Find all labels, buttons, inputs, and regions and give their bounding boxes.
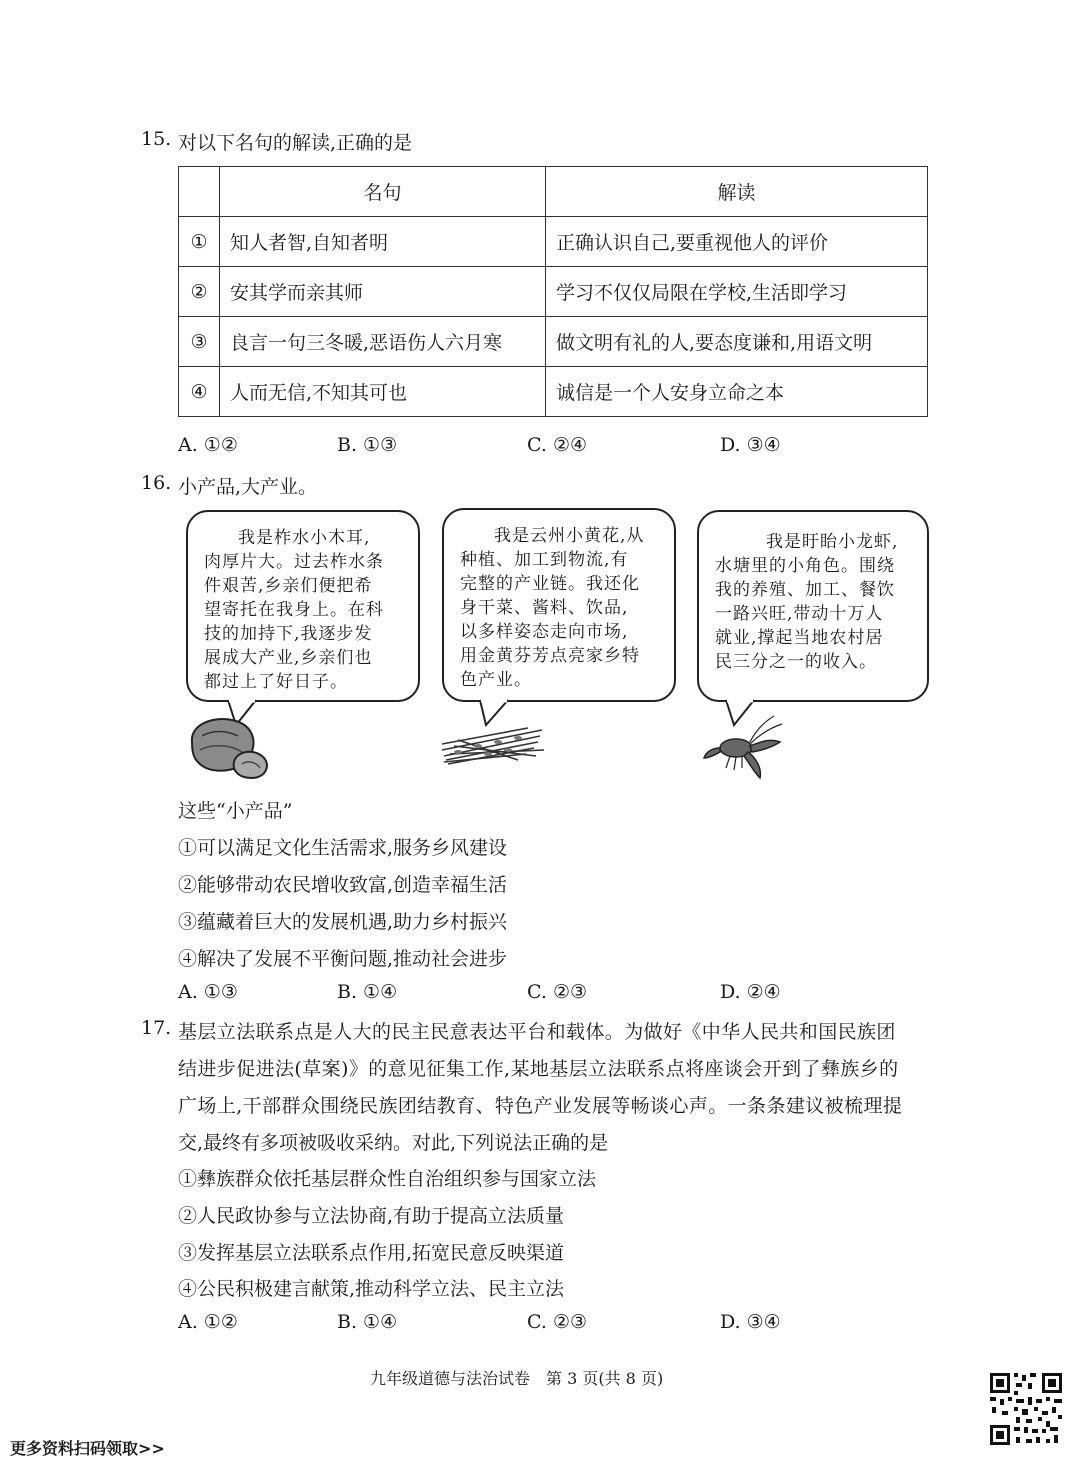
option-a[interactable]: A. ①③ xyxy=(178,981,238,1003)
crayfish-illustration xyxy=(700,712,790,782)
q16-stem: 小产品,大产业。 xyxy=(178,476,318,498)
bubble-line: 一路兴旺,带动十万人 xyxy=(715,604,884,624)
option-a[interactable]: A. ①② xyxy=(178,434,238,456)
bubble-line: 水塘里的小角色。围绕 xyxy=(715,556,895,576)
row-index: ④ xyxy=(179,367,220,417)
bubble-line: 件艰苦,乡亲们便把希 xyxy=(204,576,373,596)
q17-stem-line-3: 广场上,干部群众围绕民族团结教育、特色产业发展等畅谈心声。一条条建议被梳理提 xyxy=(178,1095,903,1117)
bubble-line: 种植、加工到物流,有 xyxy=(460,550,629,570)
bubble-line: 我是柞水小木耳, xyxy=(238,528,371,548)
row-meaning: 做文明有礼的人,要态度谦和,用语文明 xyxy=(546,317,928,367)
row-quote: 人而无信,不知其可也 xyxy=(220,367,546,417)
daylily-illustration xyxy=(438,720,548,770)
row-index: ② xyxy=(179,267,220,317)
bubble-line: 我的养殖、加工、餐饮 xyxy=(715,580,895,600)
option-d[interactable]: D. ③④ xyxy=(720,434,781,456)
bubble-line: 技的加持下,我逐步发 xyxy=(204,624,373,644)
row-quote: 良言一句三冬暖,恶语伤人六月寒 xyxy=(220,317,546,367)
speech-bubble-crayfish xyxy=(697,510,929,702)
bubble-line: 都过上了好日子。 xyxy=(204,672,348,692)
q16-statement-1: ①可以满足文化生活需求,服务乡风建设 xyxy=(178,837,508,859)
option-d[interactable]: D. ③④ xyxy=(720,1311,781,1333)
table-header-quote: 名句 xyxy=(220,167,546,217)
q17-stem-line-4: 交,最终有多项被吸收采纳。对此,下列说法正确的是 xyxy=(178,1132,609,1154)
bubble-line: 以多样姿态走向市场, xyxy=(460,622,629,642)
q17-stem-line-2: 结进步促进法(草案)》的意见征集工作,某地基层立法联系点将座谈会开到了彝族乡的 xyxy=(178,1058,899,1080)
option-b[interactable]: B. ①④ xyxy=(337,981,398,1003)
table-row xyxy=(179,317,928,367)
option-c[interactable]: C. ②④ xyxy=(527,434,588,456)
bubble-line: 展成大产业,乡亲们也 xyxy=(204,648,373,668)
more-resources-link[interactable]: 更多资料扫码领取>> xyxy=(10,1439,165,1458)
option-b[interactable]: B. ①④ xyxy=(337,1311,398,1333)
bubble-line: 色产业。 xyxy=(460,670,532,690)
option-c[interactable]: C. ②③ xyxy=(527,981,588,1003)
row-quote: 知人者智,自知者明 xyxy=(220,217,546,267)
table-header-row xyxy=(179,167,928,217)
bubble-line: 身干菜、酱料、饮品, xyxy=(460,598,629,618)
option-d[interactable]: D. ②④ xyxy=(720,981,781,1003)
table-row xyxy=(179,267,928,317)
q16-statement-2: ②能够带动农民增收致富,创造幸福生活 xyxy=(178,874,508,896)
bubble-line: 望寄托在我身上。在科 xyxy=(204,600,384,620)
q15-number: 15. xyxy=(141,128,172,150)
q17-statement-2: ②人民政协参与立法协商,有助于提高立法质量 xyxy=(178,1205,565,1227)
q17-statement-3: ③发挥基层立法联系点作用,拓宽民意反映渠道 xyxy=(178,1242,565,1264)
row-index: ① xyxy=(179,217,220,267)
bubble-line: 完整的产业链。我还化 xyxy=(460,574,640,594)
bubble-line: 用金黄芬芳点亮家乡特 xyxy=(460,646,640,666)
option-b[interactable]: B. ①③ xyxy=(337,434,398,456)
row-meaning: 诚信是一个人安身立命之本 xyxy=(546,367,928,417)
bubble-line: 我是云州小黄花,从 xyxy=(494,526,645,546)
row-meaning: 学习不仅仅局限在学校,生活即学习 xyxy=(546,267,928,317)
bubble-line: 我是盱眙小龙虾, xyxy=(766,532,899,552)
speech-bubble-daylily xyxy=(442,508,676,702)
qr-code-icon[interactable] xyxy=(988,1371,1064,1447)
bubble-line: 肉厚片大。过去柞水条 xyxy=(204,552,384,572)
bubble-line: 就业,撑起当地农村居 xyxy=(715,628,884,648)
q16-lead: 这些“小产品” xyxy=(178,800,293,822)
q17-statement-4: ④公民积极建言献策,推动科学立法、民主立法 xyxy=(178,1278,565,1300)
q16-statement-3: ③蕴藏着巨大的发展机遇,助力乡村振兴 xyxy=(178,911,508,933)
option-a[interactable]: A. ①② xyxy=(178,1311,238,1333)
bubble-line: 民三分之一的收入。 xyxy=(715,652,877,672)
q17-statement-1: ①彝族群众依托基层群众性自治组织参与国家立法 xyxy=(178,1168,597,1190)
page-footer: 九年级道德与法治试卷 第 3 页(共 8 页) xyxy=(370,1369,664,1388)
speech-bubble-fungus xyxy=(186,510,420,702)
row-index: ③ xyxy=(179,317,220,367)
q15-table xyxy=(178,166,928,417)
table-row xyxy=(179,217,928,267)
q16-number: 16. xyxy=(141,472,172,494)
q17-number: 17. xyxy=(141,1017,172,1039)
row-quote: 安其学而亲其师 xyxy=(220,267,546,317)
fungus-illustration xyxy=(186,712,276,782)
row-meaning: 正确认识自己,要重视他人的评价 xyxy=(546,217,928,267)
q16-statement-4: ④解决了发展不平衡问题,推动社会进步 xyxy=(178,948,508,970)
q17-stem-line-1: 基层立法联系点是人大的民主民意表达平台和载体。为做好《中华人民共和国民族团 xyxy=(178,1021,896,1043)
table-row xyxy=(179,367,928,417)
table-header-index xyxy=(179,167,220,217)
table-header-meaning: 解读 xyxy=(546,167,928,217)
q15-stem: 对以下名句的解读,正确的是 xyxy=(178,132,413,154)
option-c[interactable]: C. ②③ xyxy=(527,1311,588,1333)
